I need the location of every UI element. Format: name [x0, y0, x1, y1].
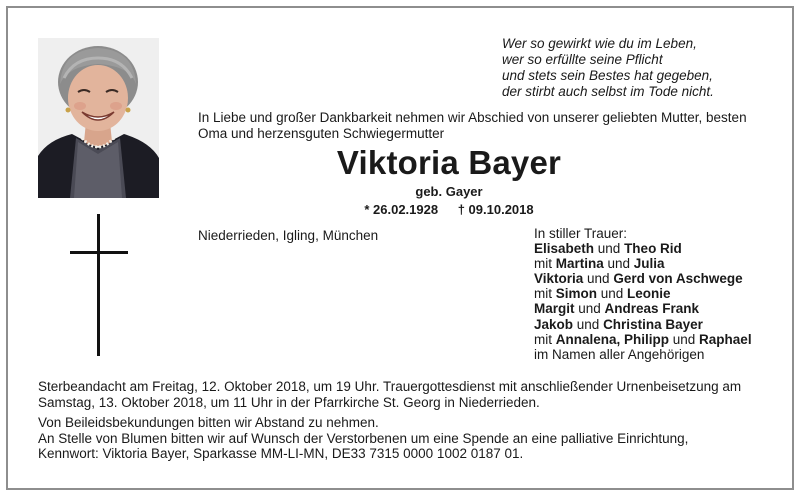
- places-text: Niederrieden, Igling, München: [198, 228, 379, 243]
- donation-note: An Stelle von Blumen bitten wir auf Wunsch der Verstorbenen um eine Spende an eine palliative Einrichtung,: [38, 430, 689, 446]
- memorial-poem: [502, 36, 762, 100]
- footer-notes: [38, 379, 768, 462]
- portrait-photo: [38, 38, 159, 198]
- poem-line: wer so erfüllte seine Pflicht: [502, 52, 663, 67]
- mourners-heading: In stiller Trauer:: [534, 226, 628, 241]
- mourner-line: Jakob und Christina Bayer: [534, 316, 703, 332]
- birth-date: * 26.02.1928: [364, 202, 439, 217]
- portrait-illustration: [38, 38, 159, 198]
- mourners-closing: im Namen aller Angehörigen: [534, 346, 705, 362]
- mourner-line: mit Martina und Julia: [534, 256, 665, 272]
- poem-line: Wer so gewirkt wie du im Leben,: [502, 36, 697, 51]
- death-date: † 09.10.2018: [457, 202, 534, 217]
- poem-line: und stets sein Bestes hat gegeben,: [502, 68, 713, 83]
- condolence-note: Von Beileidsbekundungen bitten wir Abstand zu nehmen.: [38, 415, 379, 430]
- service-info: Sterbeandacht am Freitag, 12. Oktober 2018, um 19 Uhr. Trauergottesdienst mit anschließender Urnenbeisetzung am Samstag, 13. Oktober 2018, um 11 Uhr in der Pfarrkirche St. Georg in Niederrieden.: [38, 379, 742, 410]
- mourner-line: Viktoria und Gerd von Aschwege: [534, 271, 743, 287]
- mourner-line: Margit und Andreas Frank: [534, 301, 700, 317]
- mourners-list: [534, 226, 774, 362]
- bank-account: Kennwort: Viktoria Bayer, Sparkasse MM-LI-MN, DE33 7315 0000 1002 0187 01.: [38, 446, 524, 461]
- poem-line: der stirbt auch selbst im Tode nicht.: [502, 84, 714, 99]
- mourner-line: mit Simon und Leonie: [534, 286, 671, 302]
- life-dates: [198, 202, 700, 218]
- birth-name: geb. Gayer: [415, 184, 483, 199]
- mourner-line: mit Annalena, Philipp und Raphael: [534, 331, 752, 347]
- mourner-line: Elisabeth und Theo Rid: [534, 241, 682, 257]
- intro-text: In Liebe und großer Dankbarkeit nehmen wir Abschied von unserer geliebten Mutter, besten Oma und herzensguten Schwiegermutter: [198, 110, 747, 141]
- deceased-name: Viktoria Bayer: [336, 144, 562, 181]
- cross-icon: [70, 214, 128, 356]
